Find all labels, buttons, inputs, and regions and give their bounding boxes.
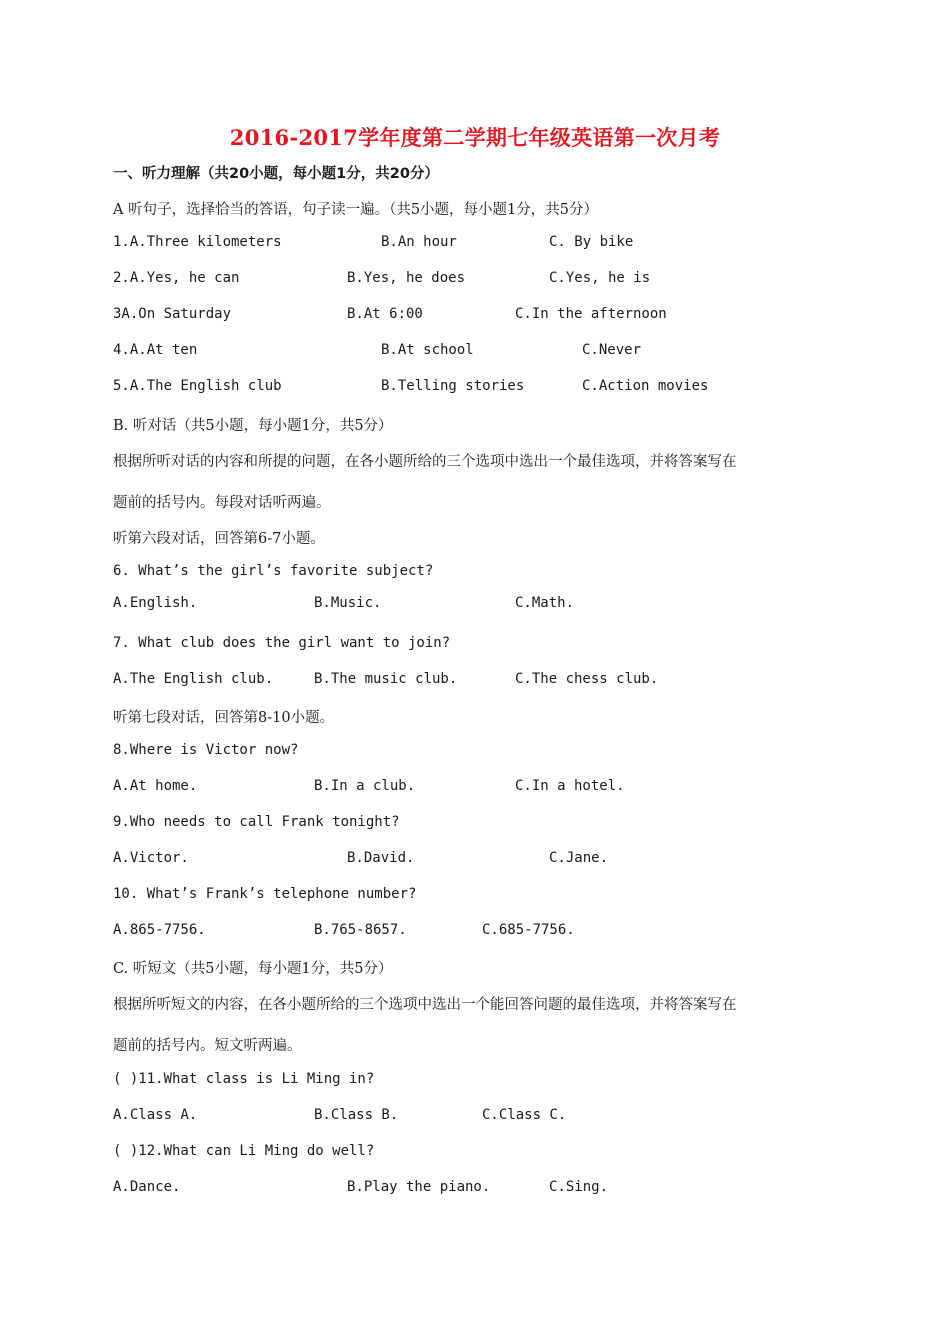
q10-option-b: B.765-8657. bbox=[314, 922, 407, 938]
q11-option-a: A.Class A. bbox=[113, 1107, 198, 1123]
question-11-text: ( )11.What class is Li Ming in? bbox=[113, 1071, 375, 1087]
q5-option-c: C.Action movies bbox=[582, 378, 709, 394]
q4-option-c: C.Never bbox=[582, 342, 642, 358]
part-b-instruction-line1: 根据所听对话的内容和所提的问题，在各小题所给的三个选项中选出一个最佳选项，并将答案写在 bbox=[113, 454, 737, 470]
question-12-options bbox=[0, 1179, 950, 1199]
q6-option-a: A.English. bbox=[113, 595, 198, 611]
q9-option-c: C.Jane. bbox=[549, 850, 609, 866]
q9-option-b: B.David. bbox=[347, 850, 415, 866]
question-8-text: 8.Where is Victor now? bbox=[113, 742, 299, 758]
q10-option-c: C.685-7756. bbox=[482, 922, 575, 938]
q1-option-c: C. By bike bbox=[549, 234, 634, 250]
part-c-instruction-line2: 题前的括号内。短文听两遍。 bbox=[113, 1038, 302, 1054]
q4-option-a: 4.A.At ten bbox=[113, 342, 198, 358]
q7-option-c: C.The chess club. bbox=[515, 671, 659, 687]
q1-option-a: 1.A.Three kilometers bbox=[113, 234, 282, 250]
part-b-instruction-line2: 题前的括号内。每段对话听两遍。 bbox=[113, 495, 331, 511]
question-11-options bbox=[0, 1107, 950, 1127]
q2-option-a: 2.A.Yes, he can bbox=[113, 270, 240, 286]
question-3 bbox=[0, 306, 950, 326]
part-b-header: B. 听对话（共5小题，每小题1分，共5分） bbox=[113, 418, 393, 434]
question-9-text: 9.Who needs to call Frank tonight? bbox=[113, 814, 400, 830]
dialog-6-note: 听第六段对话，回答第6-7小题。 bbox=[113, 531, 325, 547]
question-8-options bbox=[0, 778, 950, 798]
q7-option-b: B.The music club. bbox=[314, 671, 458, 687]
q11-option-b: B.Class B. bbox=[314, 1107, 399, 1123]
question-2 bbox=[0, 270, 950, 290]
q1-option-b: B.An hour bbox=[381, 234, 457, 250]
q10-option-a: A.865-7756. bbox=[113, 922, 206, 938]
q8-option-c: C.In a hotel. bbox=[515, 778, 625, 794]
q9-option-a: A.Victor. bbox=[113, 850, 189, 866]
q6-option-b: B.Music. bbox=[314, 595, 382, 611]
q12-option-b: B.Play the piano. bbox=[347, 1179, 491, 1195]
question-7-options bbox=[0, 671, 950, 691]
q2-option-c: C.Yes, he is bbox=[549, 270, 651, 286]
q7-option-a: A.The English club. bbox=[113, 671, 274, 687]
question-10-options bbox=[0, 922, 950, 942]
q3-option-b: B.At 6:00 bbox=[347, 306, 423, 322]
q12-option-a: A.Dance. bbox=[113, 1179, 181, 1195]
q3-option-a: 3A.On Saturday bbox=[113, 306, 232, 322]
q5-option-a: 5.A.The English club bbox=[113, 378, 282, 394]
q5-option-b: B.Telling stories bbox=[381, 378, 525, 394]
question-1 bbox=[0, 234, 950, 254]
question-4 bbox=[0, 342, 950, 362]
q3-option-c: C.In the afternoon bbox=[515, 306, 667, 322]
part-c-instruction-line1: 根据所听短文的内容，在各小题所给的三个选项中选出一个能回答问题的最佳选项，并将答案写在 bbox=[113, 997, 737, 1013]
q8-option-a: A.At home. bbox=[113, 778, 198, 794]
question-9-options bbox=[0, 850, 950, 870]
part-c-header: C. 听短文（共5小题，每小题1分，共5分） bbox=[113, 961, 393, 977]
question-6-text: 6. What’s the girl’s favorite subject? bbox=[113, 563, 434, 579]
question-10-text: 10. What’s Frank’s telephone number? bbox=[113, 886, 417, 902]
dialog-7-note: 听第七段对话，回答第8-10小题。 bbox=[113, 710, 335, 726]
question-12-text: ( )12.What can Li Ming do well? bbox=[113, 1143, 375, 1159]
part-a-instruction: A 听句子，选择恰当的答语，句子读一遍。（共5小题，每小题1分，共5分） bbox=[113, 202, 599, 218]
exam-title: 2016-2017学年度第二学期七年级英语第一次月考 bbox=[229, 125, 721, 150]
q2-option-b: B.Yes, he does bbox=[347, 270, 466, 286]
q4-option-b: B.At school bbox=[381, 342, 474, 358]
question-6-options bbox=[0, 595, 950, 615]
q11-option-c: C.Class C. bbox=[482, 1107, 567, 1123]
q6-option-c: C.Math. bbox=[515, 595, 575, 611]
question-5 bbox=[0, 378, 950, 398]
q8-option-b: B.In a club. bbox=[314, 778, 416, 794]
question-7-text: 7. What club does the girl want to join? bbox=[113, 635, 451, 651]
q12-option-c: C.Sing. bbox=[549, 1179, 609, 1195]
section-listening-header: 一、听力理解（共20小题，每小题1分，共20分） bbox=[113, 166, 439, 182]
